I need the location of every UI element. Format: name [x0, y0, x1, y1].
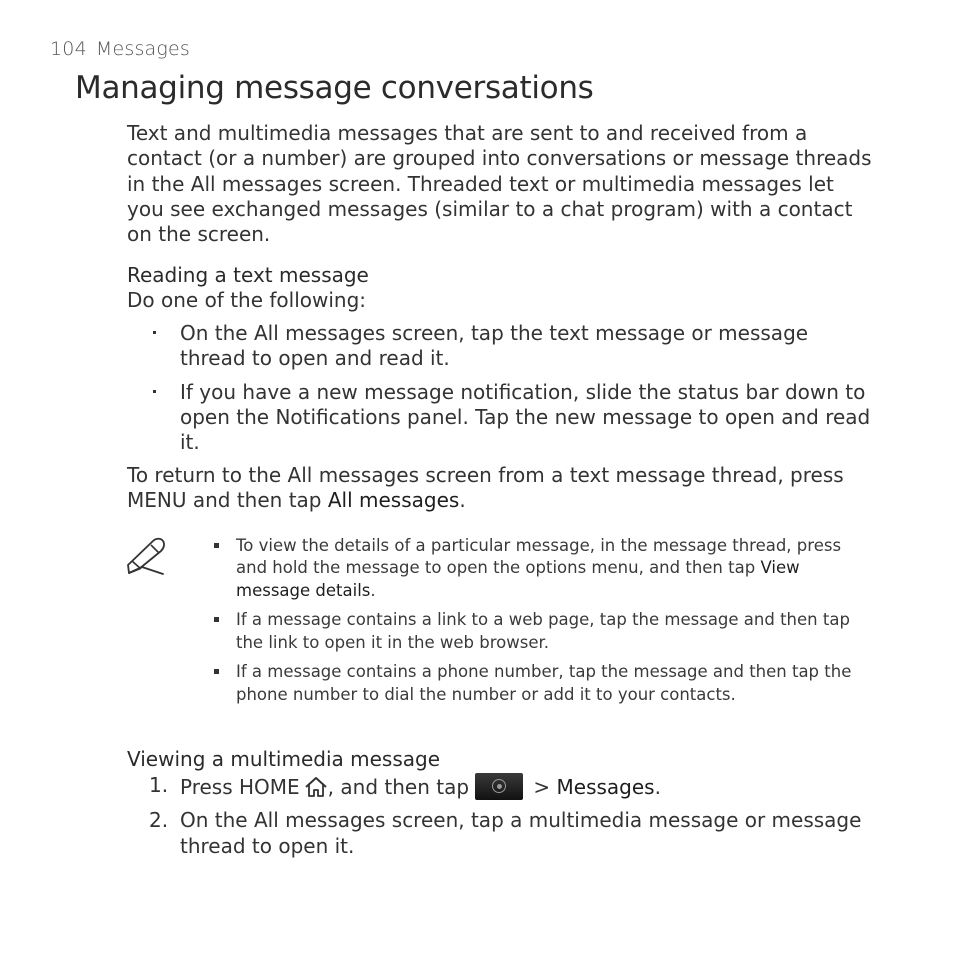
step-text-mid: , and then tap [327, 775, 470, 799]
return-paragraph [127, 463, 872, 514]
section-name: Messages [95, 38, 190, 60]
note-pen-icon [125, 534, 167, 576]
messages-term: Messages [556, 775, 655, 799]
step-gt: > [527, 775, 557, 799]
list-item [127, 380, 872, 456]
step-text: On the All messages screen, tap a multimedia message or message thread to open it. [180, 808, 862, 858]
intro-paragraph: Text and multimedia messages that are sent to and received from a contact (or a number) are grouped into conversations or message threads in the All messages screen. Threaded text or multimedia messages let you see exchanged messages (similar to a chat program) with a contact on the screen. [127, 121, 872, 247]
viewing-heading: Viewing a multimedia message [127, 747, 441, 771]
steps-list [127, 773, 872, 867]
note-text: If a message contains a link to a web page, tap the message and then tap the link to open it in the web browser. [236, 610, 850, 652]
step-item [127, 773, 872, 800]
return-end: . [459, 488, 466, 513]
bullet-icon [153, 390, 156, 393]
return-text: To return to the All messages screen from a text message thread, press MENU and then tap [127, 463, 844, 513]
view-message-details-term: View message details [236, 558, 800, 600]
list-item [212, 661, 852, 706]
step-end: . [654, 775, 661, 799]
note-end: . [370, 580, 376, 600]
bullet-icon [214, 543, 219, 548]
bullet-icon [153, 331, 156, 334]
notes-list [212, 535, 852, 714]
reading-lead: Do one of the following: [127, 288, 367, 312]
step-number: 2. [149, 808, 169, 833]
note-text: If a message contains a phone number, tap the message and then tap the phone number to dial the number or add it to your contacts. [236, 662, 852, 704]
bullet-text: If you have a new message notification, slide the status bar down to open the Notifications panel. Tap the new message to open and read it. [180, 379, 871, 455]
step-text: Press HOME [180, 775, 300, 799]
reading-bullet-list [127, 321, 872, 463]
reading-heading: Reading a text message [127, 263, 369, 287]
all-messages-term: All messages [327, 488, 460, 513]
page-number: 104 [50, 38, 87, 60]
home-icon [304, 776, 328, 798]
dot-shape [497, 784, 502, 789]
list-item [127, 321, 872, 372]
note-text: To view the details of a particular message, in the message thread, press and hold the message to open the options menu, and then tap [236, 536, 842, 578]
list-item [212, 535, 852, 602]
bullet-icon [214, 617, 219, 622]
page-title: Managing message conversations [75, 70, 594, 106]
bullet-icon [214, 669, 219, 674]
step-number: 1. [149, 773, 169, 797]
step-item [127, 808, 872, 859]
running-head [50, 38, 190, 60]
all-apps-icon [475, 773, 523, 800]
list-item [212, 609, 852, 654]
bullet-text: On the All messages screen, tap the text message or message thread to open and read it. [180, 321, 809, 371]
